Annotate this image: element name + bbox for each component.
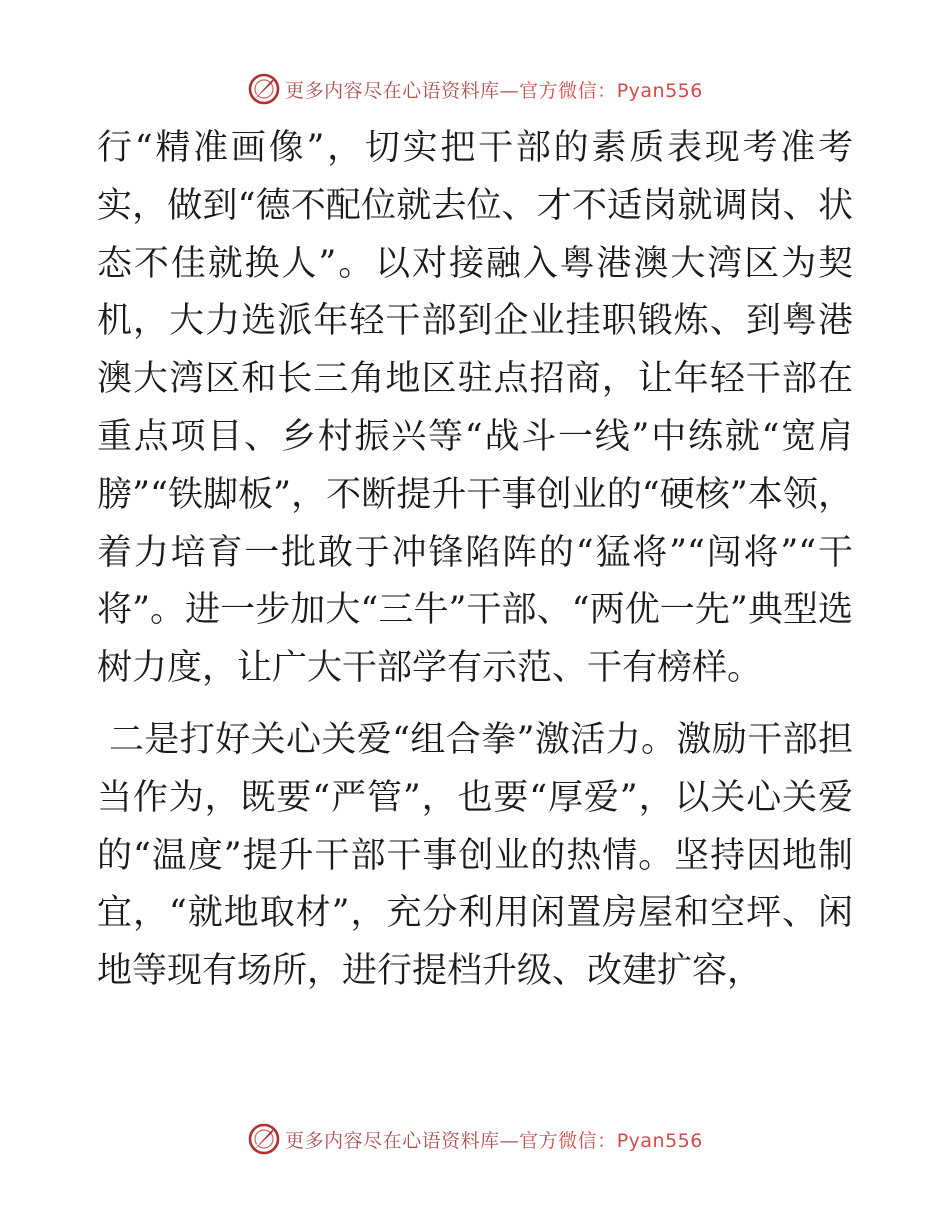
footer-wechat-label: 官方微信： — [519, 1129, 617, 1152]
header-watermark — [0, 72, 950, 106]
paragraph-1: 行“精准画像”，切实把干部的素质表现考准考实，做到“德不配位就去位、才不适岗就调岗、状态不佳就换人”。以对接融入粤港澳大湾区为契机，大力选派年轻干部到企业挂职锻炼、到粤港澳大湾区和长三角地区驻点招商，让年轻干部在重点项目、乡村振兴等“战斗一线”中练就“宽肩膀”“铁脚板”，不断提升干事创业的“硬核”本领，着力培育一批敢于冲锋陷阵的“猛将”“闯将”“干将”。进一步加大“三牛”干部、“两优一先”典型选树力度，让广大干部学有示范、干有榜样。 — [97, 128, 853, 689]
header-wechat-id: Pyan556 — [616, 79, 703, 102]
footer-separator: — — [499, 1129, 520, 1152]
footer-wechat-id: Pyan556 — [616, 1129, 703, 1152]
header-wechat-label: 官方微信： — [519, 79, 617, 102]
footer-watermark-text — [285, 1126, 703, 1153]
paragraph-2: 二是打好关心关爱“组合拳”激活力。激励干部担当作为，既要“严管”，也要“厚爱”，以关心关爱的“温度”提升干部干事创业的热情。坚持因地制宜，“就地取材”，充分利用闲置房屋和空坪、闲地等现有场所，进行提档升级、改建扩容， — [97, 719, 853, 992]
header-separator: — — [499, 79, 520, 102]
footer-watermark — [0, 1122, 950, 1156]
quill-logo-icon — [247, 1122, 281, 1156]
document-body — [97, 120, 853, 1001]
quill-logo-icon — [247, 72, 281, 106]
header-watermark-text — [285, 76, 703, 103]
footer-site-text: 更多内容尽在心语资料库 — [285, 1129, 500, 1152]
header-site-text: 更多内容尽在心语资料库 — [285, 79, 500, 102]
